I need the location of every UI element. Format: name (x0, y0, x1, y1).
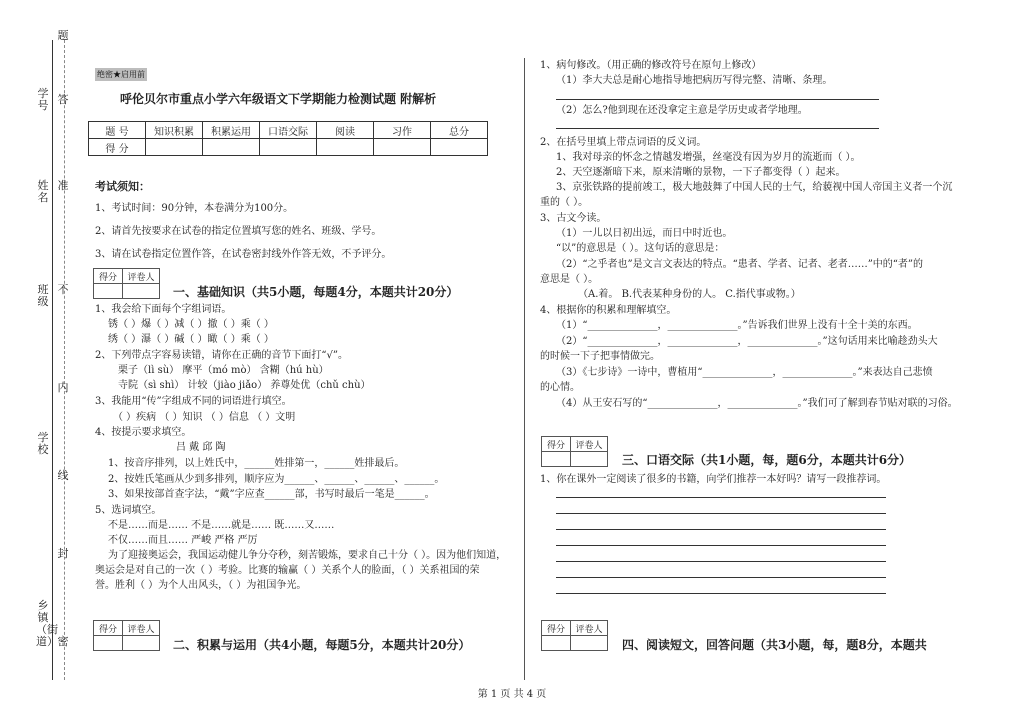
margin-label: 题 (57, 29, 69, 42)
section-title: 三、口语交际（共1小题，每，题6分，本题共计6分） (622, 453, 912, 467)
question-line: 3、我能用“传”字组成不同的词语进行填空。 (95, 396, 292, 407)
grader-name-label: 评卷人 (123, 269, 160, 284)
question-line: 锈（ ）爆（ ）减（ ）撤（ ）乘（ ） (108, 319, 274, 330)
score-row-label: 得 分 (89, 139, 146, 156)
question-line: 1、病句修改。（用正确的修改符号在原句上修改） (540, 60, 762, 71)
grader-score-label: 得分 (94, 621, 123, 636)
score-cell[interactable] (317, 139, 374, 156)
question-line: 2、天空逐渐暗下来，原来清晰的景物，一下子都变得（ ）起来。 (556, 167, 846, 178)
score-header-cell: 口语交际 (260, 122, 317, 139)
grader-score-label: 得分 (94, 269, 123, 284)
question-line: （2）“______________，______________，______________。”这句话用来比喻趁劲头大 (556, 336, 938, 347)
section-title: 二、积累与运用（共4小题，每题5分，本题共计20分） (173, 638, 471, 652)
grader-name-cell[interactable] (571, 452, 608, 467)
question-line: 重的（ ）。 (540, 197, 589, 208)
question-line: 誉。胜利（ ）为个人出风头，（ ）为祖国争光。 (95, 580, 307, 591)
question-line: 3、古文今读。 (540, 213, 607, 224)
question-line: （1）“______________，______________。”告诉我们世界上没有十全十美的东西。 (556, 320, 918, 331)
notes-title: 考试须知： (95, 180, 150, 193)
margin-label: 密 (57, 635, 69, 648)
section-title: 四、阅读短文，回答问题（共3小题，每，题8分，本题共 (622, 638, 927, 652)
question-line: 栗子（lì sù） 摩平（mó mò） 含糊（hú hù） (118, 365, 329, 376)
score-cell[interactable] (260, 139, 317, 156)
notes-item: 1、考试时间：90分钟，本卷满分为100分。 (95, 203, 294, 214)
answer-line[interactable] (556, 497, 886, 498)
answer-line[interactable] (556, 561, 886, 562)
grader-name-label: 评卷人 (571, 621, 608, 636)
notes-item: 2、请首先按要求在试卷的指定位置填写您的姓名、班级、学号。 (95, 226, 382, 237)
margin-label: 答 (57, 93, 69, 106)
grader-score-label: 得分 (542, 437, 571, 452)
question-line: 奥运会是对自己的一次（ ）考验。比赛的输赢（ ）关系个人的脸面，（ ）关系祖国的荣 (95, 565, 480, 576)
grader-score-cell[interactable] (542, 636, 571, 651)
margin-label: 班级 (37, 283, 49, 308)
answer-line[interactable] (556, 513, 886, 514)
margin-label: 内 (57, 381, 69, 394)
answer-line[interactable] (556, 545, 886, 546)
question-line: 寺院（sì shì） 计较（jiào jiǎo） 养尊处优（chǔ chù） (118, 380, 371, 391)
answer-line[interactable] (556, 593, 886, 594)
question-line: 吕 戴 邱 陶 (176, 442, 226, 453)
score-cell[interactable] (146, 139, 203, 156)
section-title: 一、基础知识（共5小题，每题4分，本题共计20分） (173, 285, 459, 299)
margin-label: 姓名 (37, 179, 49, 204)
margin-label: 学号 (37, 87, 49, 112)
confidential-badge: 绝密★启用前 (97, 70, 145, 79)
grader-box (541, 436, 608, 467)
answer-line[interactable] (556, 128, 879, 129)
question-line: 不仅……而且…… 严峻 严格 严厉 (108, 535, 258, 546)
question-line: 1、你在课外一定阅读了很多的书籍，向学们推荐一本好吗？请写一段推荐词。 (540, 474, 887, 485)
score-cell[interactable] (431, 139, 488, 156)
question-line: 1、按音序排列，以上姓氏中，______姓排第一，______姓排最后。 (108, 458, 405, 469)
answer-line[interactable] (556, 99, 879, 100)
answer-line[interactable] (556, 577, 886, 578)
score-header-cell: 习作 (374, 122, 431, 139)
question-line: （ ）疾病 （ ）知识 （ ）信息 （ ）文明 (113, 412, 296, 423)
grader-name-cell[interactable] (123, 636, 160, 651)
question-line: 4、按提示要求填空。 (95, 427, 192, 438)
margin-label: 不 (57, 283, 69, 296)
score-cell[interactable] (203, 139, 260, 156)
question-line: 3、如果按部首查字法，“戴”字应查______部，书写时最后一笔是______。 (108, 489, 435, 500)
question-line: （A.着。 B.代表某种身份的人。 C.指代事或物。） (578, 289, 801, 300)
question-line: 为了迎接奥运会，我国运动健儿争分夺秒，刻苦锻炼，要求自己十分（ ）。因为他们知道， (108, 550, 507, 561)
grader-name-label: 评卷人 (571, 437, 608, 452)
question-line: （2）怎么?他到现在还没拿定主意是学历史或者学地理。 (556, 105, 808, 116)
question-line: （1）一儿以日初出远，而日中时近也。 (556, 228, 733, 239)
question-line: 1、我会给下面每个字组词语。 (95, 304, 232, 315)
question-line: 绣（ ）瀑（ ）碱（ ）瞰（ ）乘（ ） (108, 334, 274, 345)
question-line: 5、选词填空。 (95, 505, 162, 516)
page-title: 呼伦贝尔市重点小学六年级语文下学期能力检测试题 附解析 (120, 92, 437, 106)
question-line: 2、在括号里填上带点词语的反义词。 (540, 137, 707, 148)
column-divider (524, 58, 525, 680)
grader-score-cell[interactable] (94, 284, 123, 299)
score-cell[interactable] (374, 139, 431, 156)
question-line: 意思是（ ）。 (540, 274, 599, 285)
notes-item: 3、请在试卷指定位置作答，在试卷密封线外作答无效，不予评分。 (95, 249, 392, 260)
margin-label: 封 (57, 547, 69, 560)
grader-box (93, 620, 160, 651)
grader-score-label: 得分 (542, 621, 571, 636)
question-line: 不是……而是…… 不是……就是…… 既……又…… (108, 520, 335, 531)
question-line: 2、下列带点字容易读错，请你在正确的音节下面打“√”。 (95, 350, 348, 361)
question-line: 3、京张铁路的提前竣工，极大地鼓舞了中国人民的士气，给藐视中国人帝国主义者一个沉 (556, 182, 953, 193)
grader-score-cell[interactable] (94, 636, 123, 651)
question-line: 2、按姓氏笔画从少到多排列，顺序应为______、______、______、______。 (108, 474, 445, 485)
question-line: （1）李大夫总是耐心地指导地把病历写得完整、清晰、条理。 (556, 75, 833, 86)
score-header-cell: 总分 (431, 122, 488, 139)
score-header-cell: 积累运用 (203, 122, 260, 139)
margin-label: 线 (57, 469, 69, 482)
binding-line (52, 40, 53, 680)
question-line: 4、根据你的积累和理解填空。 (540, 305, 677, 316)
grader-name-cell[interactable] (571, 636, 608, 651)
grader-name-label: 评卷人 (123, 621, 160, 636)
question-line: （4）从王安石写的“______________，______________。”我们可了解到春节贴对联的习俗。 (556, 398, 958, 409)
score-header-cell: 知识积累 (146, 122, 203, 139)
score-table (88, 121, 488, 156)
score-header-cell: 题 号 (89, 122, 146, 139)
answer-line[interactable] (556, 529, 886, 530)
margin-label: 准 (57, 179, 69, 192)
question-line: 的心情。 (540, 382, 580, 393)
score-header-cell: 阅读 (317, 122, 374, 139)
grader-name-cell[interactable] (123, 284, 160, 299)
grader-box (541, 620, 608, 651)
question-line: （2）“之乎者也”是文言文表达的特点。“患者、学者、记者、老者……”中的“者”的 (556, 259, 924, 270)
page-number: 第 1 页 共 4 页 (477, 689, 547, 700)
seal-line (64, 40, 65, 680)
grader-score-cell[interactable] (542, 452, 571, 467)
question-line: （3）《七步诗》一诗中，曹植用“______________，______________。”来表达自己悲愤 (556, 367, 933, 378)
question-line: 的时候一下子把事情做完。 (540, 351, 660, 362)
question-line: 1、我对母亲的怀念之情越发增强，丝毫没有因为岁月的流逝而（ ）。 (556, 152, 861, 163)
margin-label: 乡镇（街道） (36, 599, 58, 648)
question-line: “以”的意思是（ ）。这句话的意思是： (556, 243, 725, 254)
grader-box (93, 268, 160, 299)
margin-label: 学校 (37, 431, 49, 456)
